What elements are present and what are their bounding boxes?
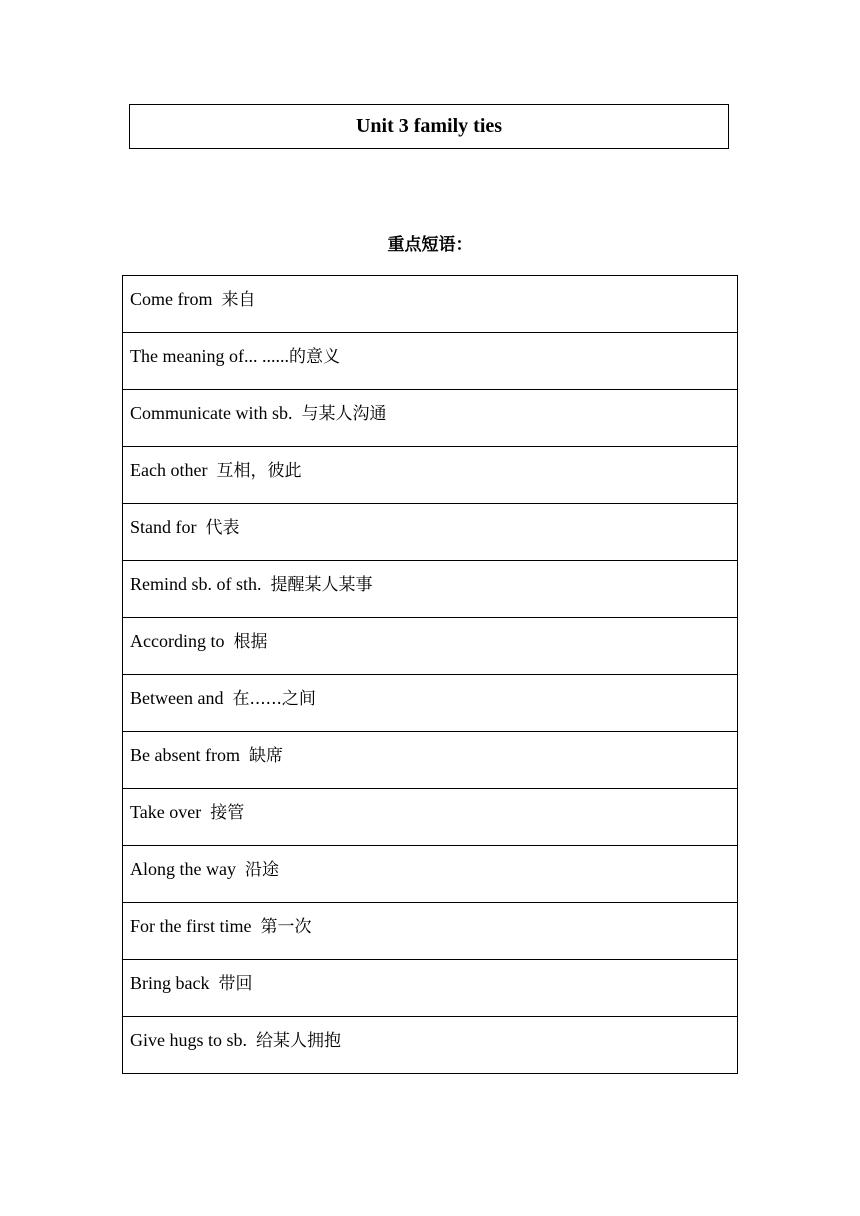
phrase-english: Give hugs to sb. xyxy=(130,1030,247,1050)
table-row xyxy=(123,618,738,675)
phrase-chinese: 在......之间 xyxy=(232,689,316,709)
phrase-cell xyxy=(123,903,738,960)
phrase-english: Between and xyxy=(130,688,224,708)
phrase-chinese: 接管 xyxy=(210,803,245,823)
phrase-cell xyxy=(123,618,738,675)
phrase-cell xyxy=(123,333,738,390)
phrase-entry xyxy=(130,390,737,423)
phrase-cell xyxy=(123,789,738,846)
phrase-entry xyxy=(130,276,737,309)
phrase-english: Remind sb. of sth. xyxy=(130,574,262,594)
phrase-cell xyxy=(123,561,738,618)
phrase-english: Come from xyxy=(130,289,213,309)
phrase-cell xyxy=(123,960,738,1017)
phrase-table xyxy=(122,275,738,1074)
phrase-table-body xyxy=(123,276,738,1074)
phrase-english: Communicate with sb. xyxy=(130,403,293,423)
phrase-cell xyxy=(123,504,738,561)
phrase-english: Along the way xyxy=(130,859,236,879)
phrase-chinese: 提醒某人某事 xyxy=(270,575,373,595)
table-row xyxy=(123,960,738,1017)
phrase-chinese: 根据 xyxy=(233,632,268,652)
phrase-entry xyxy=(130,846,737,879)
phrase-cell xyxy=(123,390,738,447)
phrase-english: Each other xyxy=(130,460,208,480)
table-row xyxy=(123,333,738,390)
phrase-chinese: 互相，彼此 xyxy=(216,461,302,481)
phrase-entry xyxy=(130,333,737,366)
phrase-cell xyxy=(123,675,738,732)
phrase-entry xyxy=(130,618,737,651)
phrase-entry xyxy=(130,447,737,480)
phrase-english: Be absent from xyxy=(130,745,240,765)
table-row xyxy=(123,1017,738,1074)
table-row xyxy=(123,732,738,789)
phrase-cell xyxy=(123,846,738,903)
phrase-cell xyxy=(123,447,738,504)
phrase-english: Bring back xyxy=(130,973,210,993)
phrase-chinese: 沿途 xyxy=(244,860,279,880)
phrase-english: The meaning of... ...... xyxy=(130,346,289,366)
phrase-entry xyxy=(130,1017,737,1050)
phrase-chinese: 来自 xyxy=(221,290,256,310)
phrase-entry xyxy=(130,960,737,993)
phrase-entry xyxy=(130,732,737,765)
phrase-chinese: 代表 xyxy=(205,518,240,538)
phrase-english: Stand for xyxy=(130,517,197,537)
table-row xyxy=(123,504,738,561)
phrase-chinese: 带回 xyxy=(218,974,253,994)
phrase-cell xyxy=(123,732,738,789)
table-row xyxy=(123,276,738,333)
phrase-chinese: 的意义 xyxy=(288,347,340,367)
phrase-english: For the first time xyxy=(130,916,252,936)
table-row xyxy=(123,675,738,732)
table-row xyxy=(123,561,738,618)
phrase-entry xyxy=(130,903,737,936)
table-row xyxy=(123,447,738,504)
phrase-english: Take over xyxy=(130,802,202,822)
table-row xyxy=(123,903,738,960)
table-row xyxy=(123,789,738,846)
table-row xyxy=(123,390,738,447)
phrase-chinese: 给某人拥抱 xyxy=(256,1031,341,1051)
section-heading: 重点短语： xyxy=(387,235,473,255)
phrase-entry xyxy=(130,675,737,708)
title-box xyxy=(129,104,729,149)
phrase-english: According to xyxy=(130,631,225,651)
phrase-chinese: 第一次 xyxy=(260,917,312,937)
phrase-entry xyxy=(130,504,737,537)
phrase-chinese: 缺席 xyxy=(248,746,283,766)
phrase-entry xyxy=(130,789,737,822)
phrase-chinese: 与某人沟通 xyxy=(301,404,387,424)
document-title: Unit 3 family ties xyxy=(355,115,503,137)
phrase-cell xyxy=(123,276,738,333)
phrase-entry xyxy=(130,561,737,594)
phrase-cell xyxy=(123,1017,738,1074)
table-row xyxy=(123,846,738,903)
